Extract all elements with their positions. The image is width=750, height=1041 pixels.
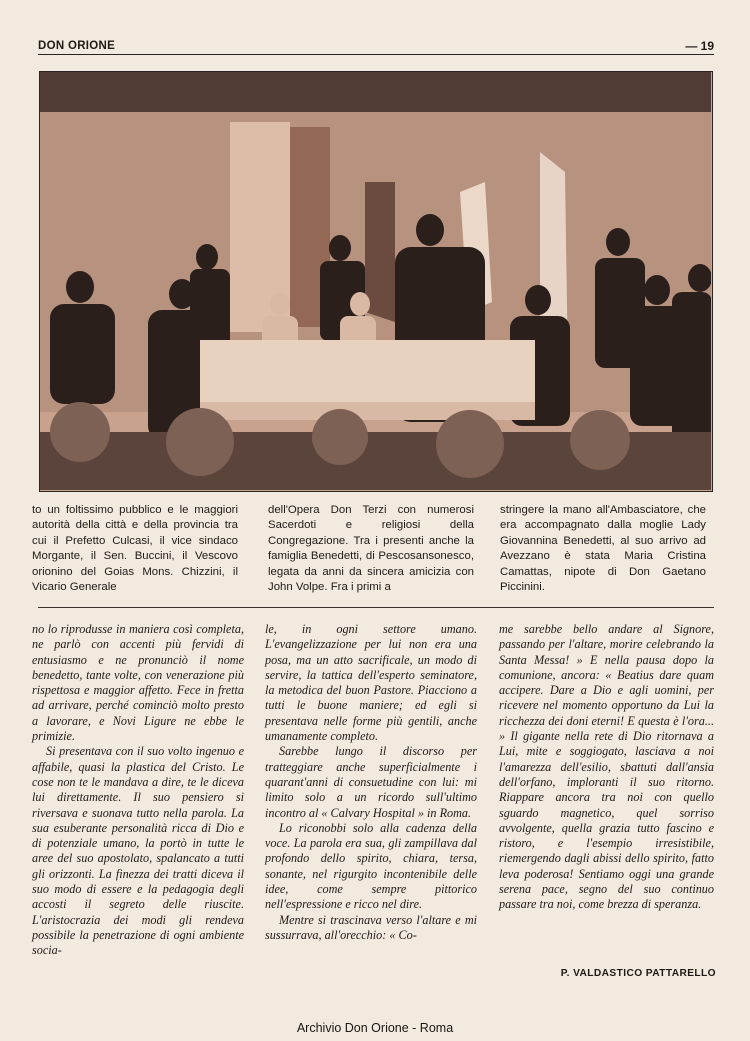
page-number: — 19 — [685, 39, 714, 53]
bottom-column-2 — [265, 622, 477, 943]
paragraph: Si presentava con il suo volto ingenuo e affabile, quasi la plastica del Cristo. Le cose non te le mandava a dire, te le diceva lui direttamente. Il suo pensiero si riversava e suonava tutto nella parola. La sua esuberante personalità ricca di Dio e di potenziale umano, la portò in tutte le aree del suo apostolato, spalancato a tutti gli orizzonti. La finezza dei tratti diceva il suo modo di essere e la pedagogia degli accosti il segreto delle riuscite. L'aristocrazia dei modi gli rendeva possibile la penetrazione di ogni ambiente socia- — [32, 744, 244, 958]
paragraph: Mentre si trascinava verso l'altare e mi sussurrava, all'orecchio: « Co- — [265, 912, 477, 942]
photograph-icon — [40, 72, 711, 490]
archive-footer: Archivio Don Orione - Roma — [296, 1021, 454, 1035]
event-photograph — [39, 71, 713, 492]
paragraph: le, in ogni settore umano. L'evangelizzazione per lui non era una posa, ma un atto sacrificale, un modo di servire, la tattica dell'esperto seminatore, la metodica del buon Pastore. Piacciono a tutti le buone maniere; ed egli si presentava nelle forme più gentili, anche umanamente completo. — [265, 622, 477, 744]
top-column-3: stringere la mano all'Ambasciatore, che era accompagnato dalla moglie Lady Giovannina Benedetti, al suo arrivo ad Avezzano è stata Maria Cristina Camattas, nipote di Don Gaetano Piccinini. — [500, 504, 706, 594]
page-header — [38, 36, 714, 56]
header-rule — [38, 54, 714, 55]
paragraph: Lo riconobbi solo alla cadenza della voce. La parola era sua, gli zampillava dal profondo dello spirito, chiara, tersa, sonante, nel rigurgito incontenibile delle idee, come sempre pittorico nell'espressione e ricco nel dire. — [265, 820, 477, 912]
bottom-column-1 — [32, 622, 244, 959]
paragraph: me sarebbe bello andare al Signore, passando per l'altare, morire celebrando la Santa Messa! » E nella pausa dopo la comunione, ancora: « Beatius dare quam accipere. Dare a Dio e agli uomini, per ricevere nel momento opportuno da Lui la ricchezza dei doni eterni! E questa è l'ora... » Il gigante nella rete di Dio ritornava a Lui, mite e soggiogato, lasciava a noi l'amarezza dell'esilio, sbattuti dall'ansia dell'orfano, imploranti il suo ritorno. Riappare ancora tra noi con quello sguardo magnetico, quel sorriso avvolgente, quella grazia tutto fascino e ristoro, e l'esempio irresistibile, riemergendo dagli abissi dello spirito, fatto leva poderosa! Sentiamo oggi una grande serena pace, segno del suo continuo passare tra noi, come brezza di speranza. — [499, 622, 714, 912]
paragraph: no lo riprodusse in maniera così completa, ne parlò con accenti più fervidi di entusiasmo e ne pronunciò il nome benedetto, tante volte, con venerazione più rispettosa e maggior affetto. Fece in fretta ad arrivare, perché cominciò molto presto a lavorare, e Novi Ligure ne ebbe le primizie. — [32, 622, 244, 744]
bottom-column-3 — [499, 622, 714, 913]
section-title: DON ORIONE — [38, 40, 116, 52]
top-column-1: to un foltissimo pubblico e le maggiori autorità della città e della provincia tra cui il Prefetto Culcasi, il vice sindaco Morgante, il Sen. Buccini, il Vescovo orionino del Goias Mons. Chizzini, il Vicario Generale — [32, 504, 238, 594]
top-column-2: dell'Opera Don Terzi con numerosi Sacerdoti e religiosi della Congregazione. Tra i presenti anche la famiglia Benedetti, di Pescosansonesco, legata da anni da sincera amicizia con John Volpe. Fra i primi a — [268, 504, 474, 594]
section-divider — [38, 607, 714, 608]
author-signature: P. VALDASTICO PATTARELLO — [560, 968, 716, 979]
paragraph: Sarebbe lungo il discorso per tratteggiare anche superficialmente i quarant'anni di consuetudine con lui: mi limito solo a un ricordo sull'ultimo incontro al « Calvary Hospital » in Roma. — [265, 744, 477, 820]
